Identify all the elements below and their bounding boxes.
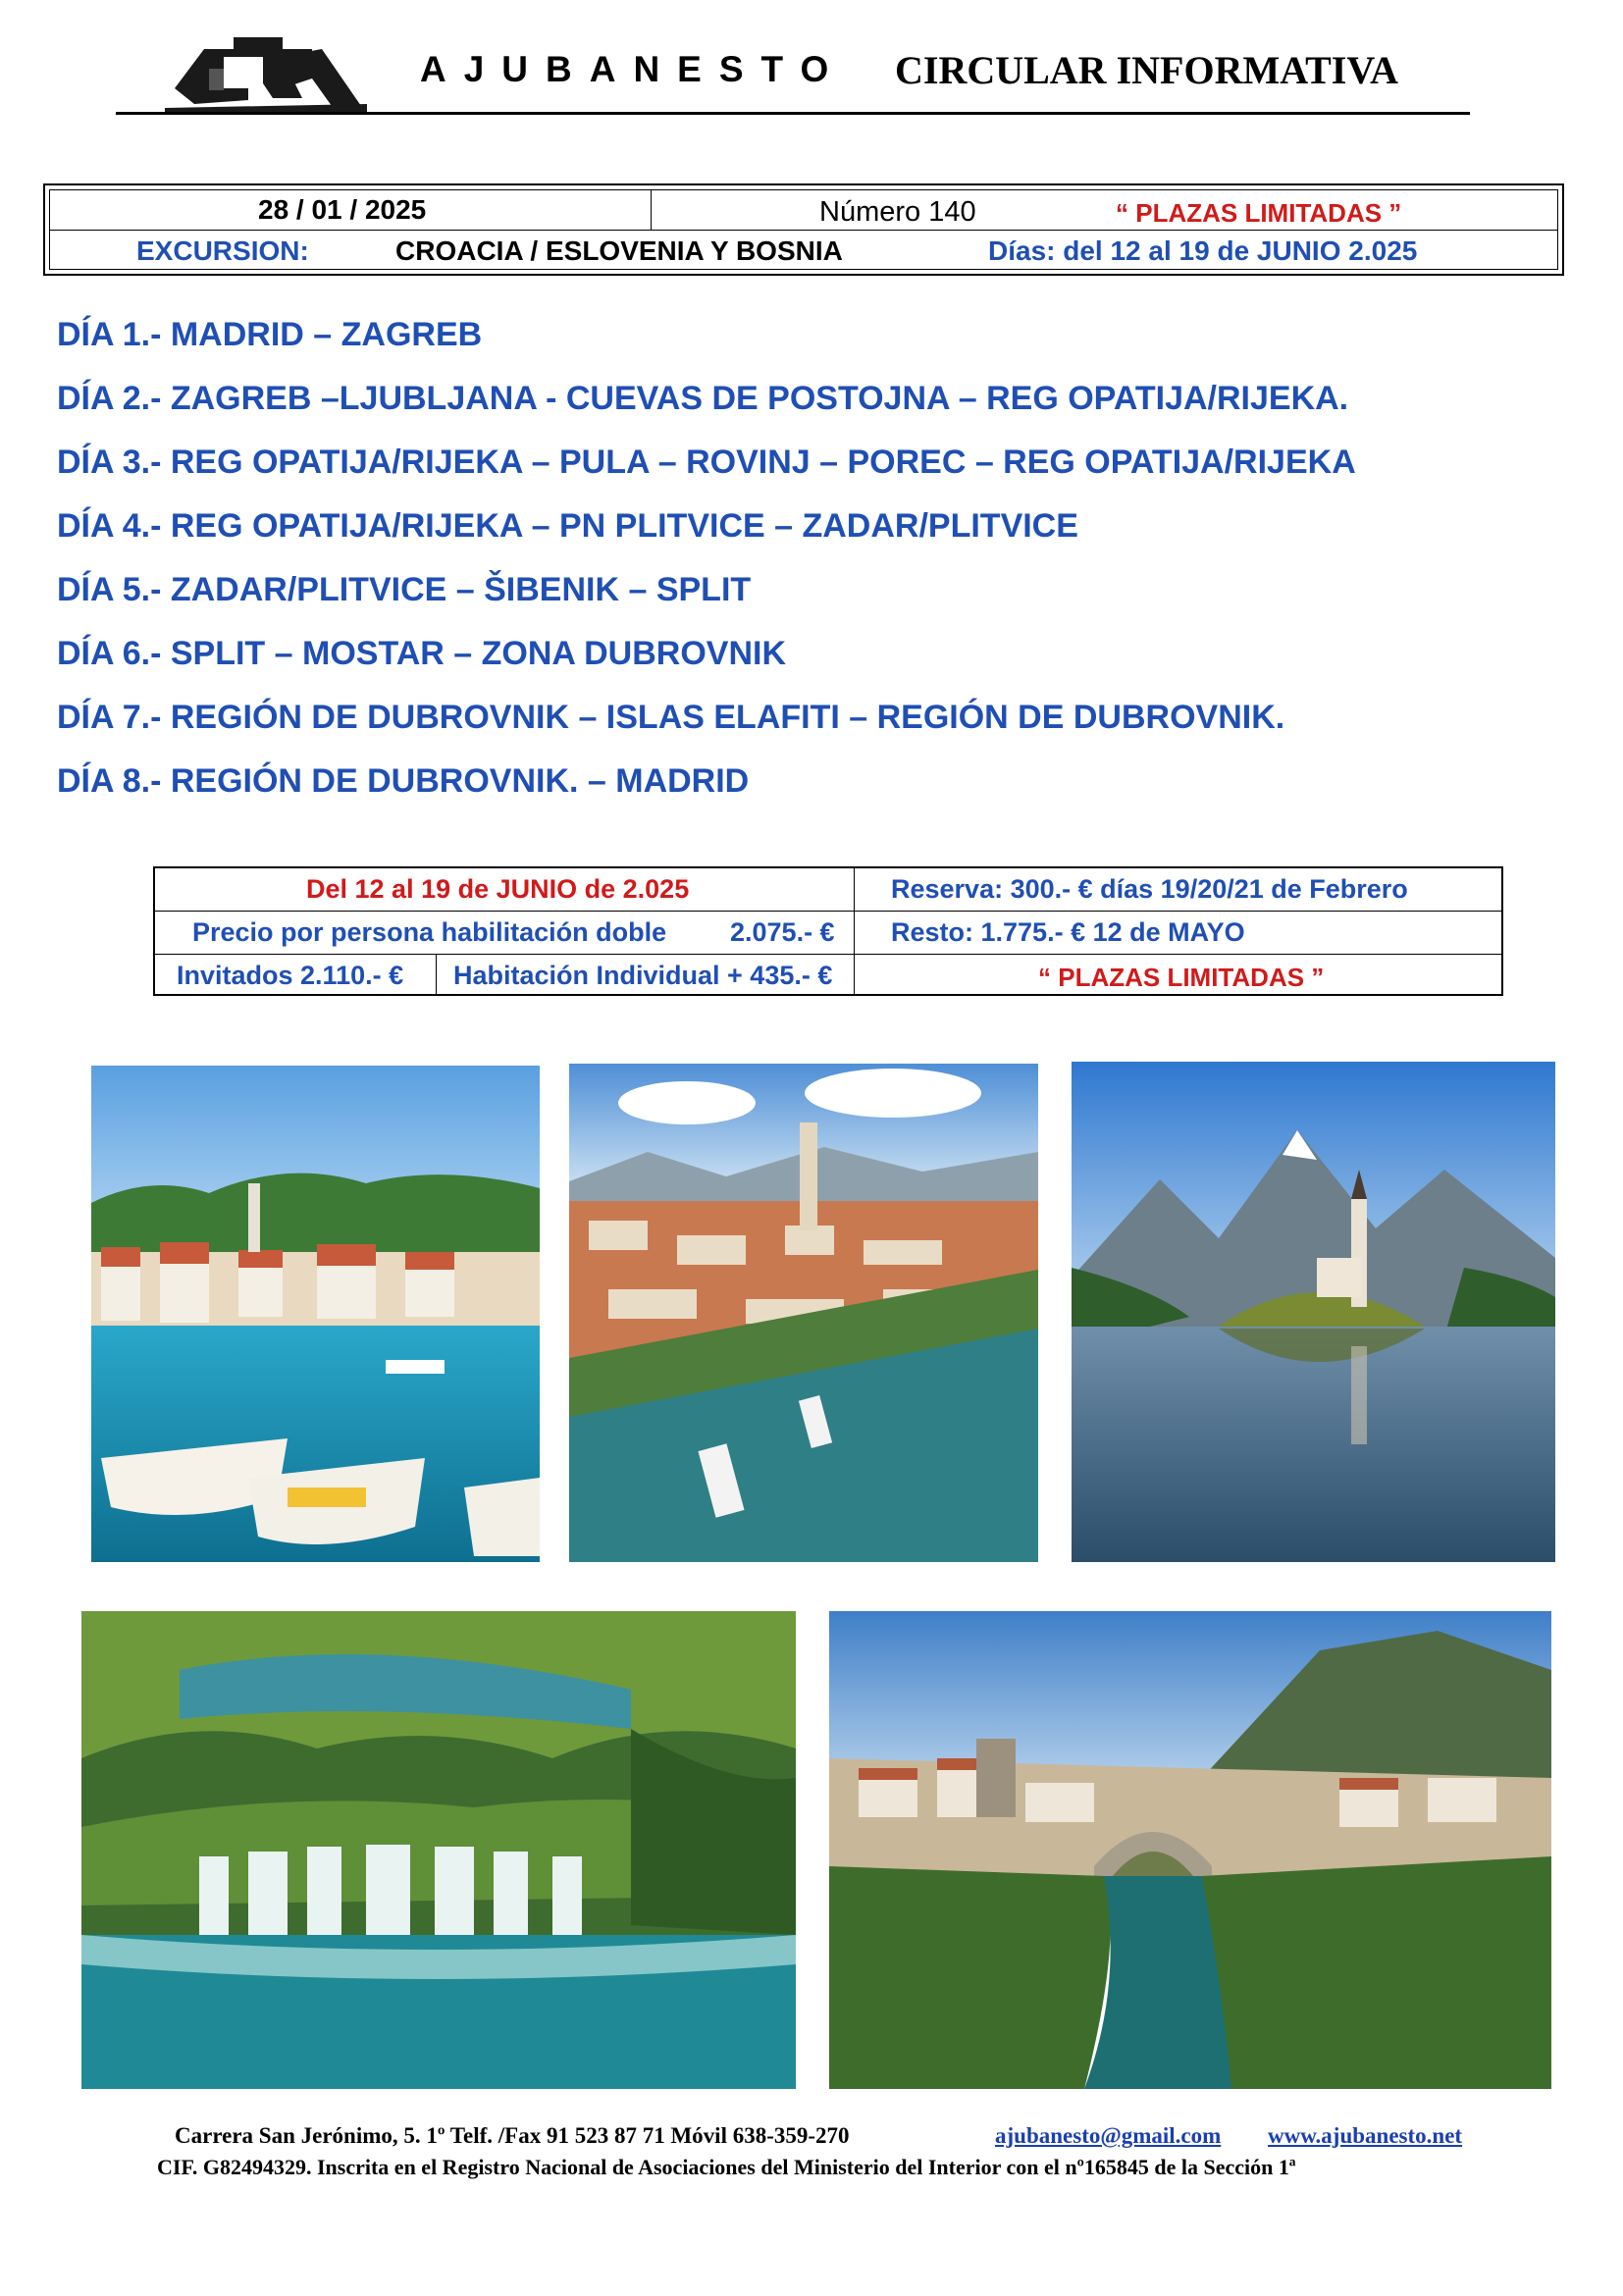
footer-legal: CIF. G82494329. Inscrita en el Registro Nacional de Asociaciones del Ministerio del Interior con el nº165845 de la Sección 1ª: [157, 2155, 1296, 2179]
itinerary-day: DÍA 1.- MADRID – ZAGREB: [57, 316, 483, 353]
excursion-label: EXCURSION:: [136, 235, 309, 266]
limited-seats-badge: “ PLAZAS LIMITADAS ”: [1038, 963, 1325, 992]
limited-seats-badge: “ PLAZAS LIMITADAS ”: [1116, 198, 1402, 228]
photo-mostar-bridge: [829, 1611, 1551, 2089]
itinerary-day: DÍA 5.- ZADAR/PLITVICE – ŠIBENIK – SPLIT: [57, 571, 752, 608]
excursion-days: Días: del 12 al 19 de JUNIO 2.025: [988, 235, 1418, 266]
footer-website-link[interactable]: www.ajubanesto.net: [1268, 2123, 1463, 2148]
itinerary-day: DÍA 6.- SPLIT – MOSTAR – ZONA DUBROVNIK: [57, 635, 787, 672]
excursion-destination: CROACIA / ESLOVENIA Y BOSNIA: [395, 235, 843, 266]
itinerary-day: DÍA 4.- REG OPATIJA/RIJEKA – PN PLITVICE – ZADAR/PLITVICE: [57, 507, 1078, 545]
price-invitados: Invitados 2.110.- €: [177, 961, 404, 990]
price-resto: Resto: 1.775.- € 12 de MAYO: [891, 917, 1245, 947]
itinerary-list: [57, 312, 1356, 822]
circular-number: Número 140: [819, 196, 976, 228]
footer-email-link[interactable]: ajubanesto@gmail.com: [995, 2123, 1222, 2148]
price-table-column-divider: [854, 868, 855, 996]
circular-date: 28 / 01 / 2025: [258, 194, 427, 225]
itinerary-day: DÍA 7.- REGIÓN DE DUBROVNIK – ISLAS ELAFITI – REGIÓN DE DUBROVNIK.: [57, 699, 1285, 736]
brand-name: AJUBANESTO: [420, 49, 847, 89]
info-table-divider: [50, 230, 1557, 231]
price-table-row-divider: [155, 911, 1501, 912]
photo-coastal-harbor: [91, 1066, 540, 1562]
header-divider: [116, 112, 1470, 115]
info-table-column-divider: [651, 190, 652, 230]
price-value-double: 2.075.- €: [730, 917, 835, 947]
photo-lake-bled: [1072, 1062, 1555, 1562]
price-dates: Del 12 al 19 de JUNIO de 2.025: [306, 874, 690, 904]
photo-split-aerial: [569, 1064, 1038, 1562]
price-table: [153, 866, 1503, 996]
price-reserva: Reserva: 300.- € días 19/20/21 de Febrero: [891, 874, 1408, 904]
price-table-column-divider: [436, 954, 437, 996]
price-label-double: Precio por persona habilitación doble: [192, 917, 667, 947]
itinerary-day: DÍA 3.- REG OPATIJA/RIJEKA – PULA – ROVINJ – POREC – REG OPATIJA/RIJEKA: [57, 444, 1356, 481]
itinerary-day: DÍA 8.- REGIÓN DE DUBROVNIK. – MADRID: [57, 762, 750, 800]
document-title: CIRCULAR INFORMATIVA: [895, 48, 1398, 92]
price-individual: Habitación Individual + 435.- €: [453, 961, 833, 990]
price-table-row-divider: [155, 954, 1501, 955]
itinerary-day: DÍA 2.- ZAGREB –LJUBLJANA - CUEVAS DE POSTOJNA – REG OPATIJA/RIJEKA.: [57, 380, 1349, 417]
info-table: [43, 183, 1564, 276]
photo-waterfall: [81, 1611, 796, 2089]
footer-address: Carrera San Jerónimo, 5. 1º Telf. /Fax 91 523 87 71 Móvil 638-359-270: [175, 2123, 850, 2148]
logo: [165, 29, 367, 112]
